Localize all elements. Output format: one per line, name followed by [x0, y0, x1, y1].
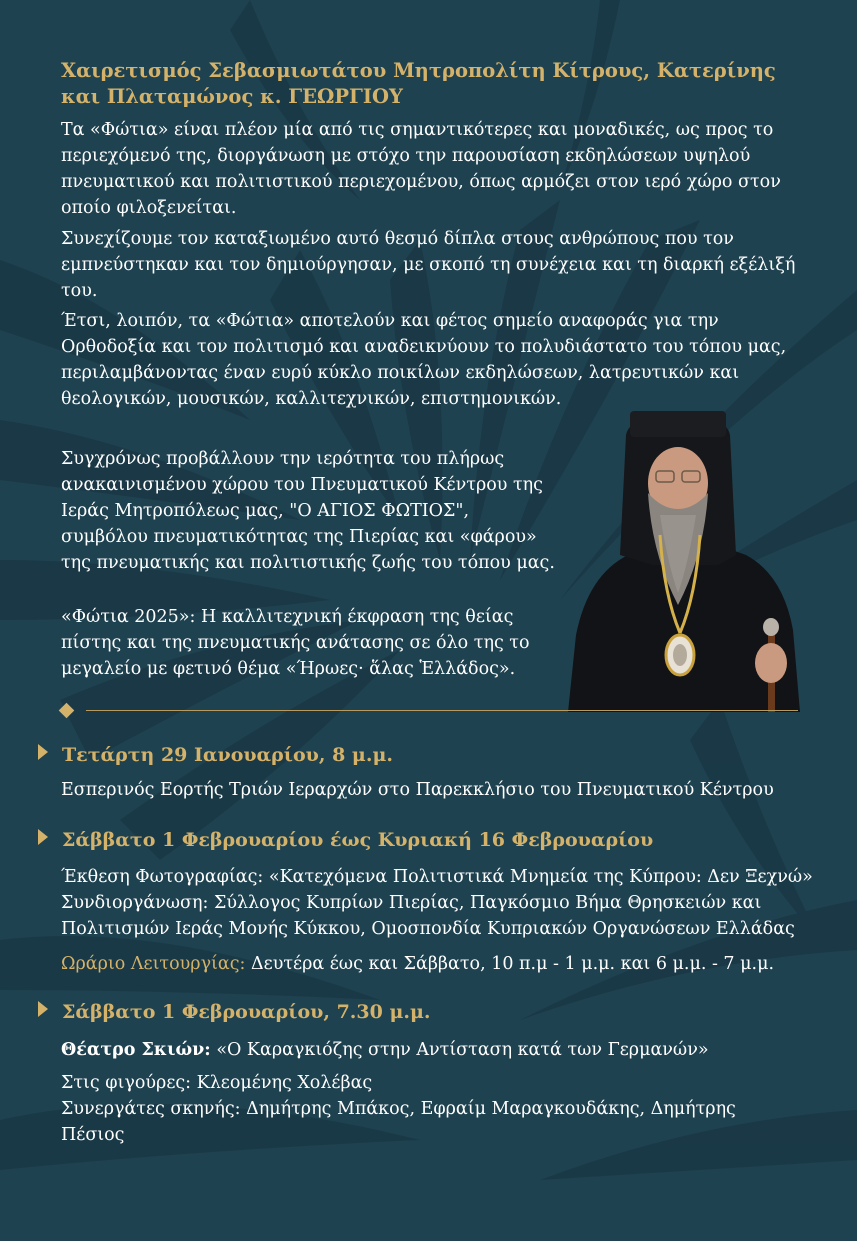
event-2-exhibition: Έκθεση Φωτογραφίας: «Κατεχόμενα Πολιτιστικά Μνημεία της Κύπρου: Δεν Ξεχνώ»: [61, 867, 813, 887]
greeting-paragraph-5: «Φώτια 2025»: Η καλλιτεχνική έκφραση της θείας πίστης και της πνευματικής ανάτασης σε όλο της το μεγαλείο με φετινό θέμα «Ήρωες· ἅλας Ἑλλάδος».: [61, 607, 530, 679]
metropolitan-portrait: [568, 405, 803, 712]
greeting-paragraph-2: Συνεχίζουμε τον καταξιωμένο αυτό θεσμό δίπλα στους ανθρώπους που τον εμπνεύστηκαν και τον δημιούργησαν, με σκοπό τη συνέχεια και τη διαρκή εξέλιξή του.: [61, 229, 796, 301]
greeting-paragraph-4: Συγχρόνως προβάλλουν την ιερότητα του πλήρως ανακαινισμένου χώρου του Πνευματικού Κέντρου της Ιεράς Μητροπόλεως μας, "Ο ΑΓΙΟΣ ΦΩΤΙΟΣ", συμβόλου πνευματικότητας της Πιερίας και «φάρου» της πνευματικής και πολιτιστικής ζωής του τόπου μας.: [61, 449, 555, 573]
event-3-show: [61, 1037, 821, 1063]
event-3-header: [38, 1001, 431, 1023]
event-3-date: Σάββατο 1 Φεβρουαρίου, 7.30 μ.μ.: [62, 1001, 431, 1023]
hours-label: Ωράριο Λειτουργίας:: [61, 954, 246, 974]
event-1-date: Τετάρτη 29 Ιανουαρίου, 8 μ.μ.: [62, 744, 393, 766]
divider-diamond-icon: [59, 703, 75, 719]
greeting-paragraph-3: Έτσι, λοιπόν, τα «Φώτια» αποτελούν και φέτος σημείο αναφοράς για την Ορθοδοξία και τον πολιτισμό και αναδεικνύουν το πολυδιάστατο του τόπου μας, περιλαμβάνοντας έναν ευρύ κύκλο ποικίλων εκδηλώσεων, λατρευτικών και θεολογικών, μουσικών, καλλιτεχνικών, επιστημονικών.: [61, 311, 787, 409]
show-title: «Ο Καραγκιόζης στην Αντίσταση κατά των Γερμανών»: [210, 1040, 709, 1060]
event-3-collaborators: Συνεργάτες σκηνής: Δημήτρης Μπάκος, Εφραίμ Μαραγκουδάκης, Δημήτρης Πέσιος: [61, 1099, 736, 1145]
triangle-bullet-icon: [38, 744, 48, 760]
triangle-bullet-icon: [38, 829, 48, 845]
event-2-hours: [61, 951, 821, 977]
event-2-header: [38, 829, 653, 851]
event-3-figures: Στις φιγούρες: Κλεομένης Χολέβας: [61, 1073, 373, 1093]
greeting-title: Χαιρετισμός Σεβασμιωτάτου Μητροπολίτη Κίτρους, Κατερίνης και Πλαταμώνος κ. ΓΕΩΡΓΙΟΥ: [61, 59, 776, 108]
event-1-description: Εσπερινός Εορτής Τριών Ιεραρχών στο Παρεκκλήσιο του Πνευματικού Κέντρου: [61, 780, 774, 800]
event-2-co-organizers: Συνδιοργάνωση: Σύλλογος Κυπρίων Πιερίας, Παγκόσμιο Βήμα Θρησκειών και Πολιτισμών Ιεράς Μονής Κύκκου, Ομοσπονδία Κυπριακών Οργανώσεων Ελλάδας: [61, 893, 795, 939]
section-divider: [86, 710, 798, 711]
event-1-header: [38, 744, 393, 766]
triangle-bullet-icon: [38, 1001, 48, 1017]
event-2-date: Σάββατο 1 Φεβρουαρίου έως Κυριακή 16 Φεβρουαρίου: [62, 829, 654, 851]
hours-value: Δευτέρα έως και Σάββατο, 10 π.μ - 1 μ.μ. και 6 μ.μ. - 7 μ.μ.: [245, 954, 775, 974]
greeting-paragraph-1: Τα «Φώτια» είναι πλέον μία από τις σημαντικότερες και μοναδικές, ως προς το περιεχόμενό της, διοργάνωση με στόχο την παρουσίαση εκδηλώσεων υψηλού πνευματικού και πολιτιστικού περιεχομένου, όπως αρμόζει στον ιερό χώρο στον οποίο φιλοξενείται.: [61, 120, 781, 218]
show-label: Θέατρο Σκιών:: [61, 1040, 211, 1060]
